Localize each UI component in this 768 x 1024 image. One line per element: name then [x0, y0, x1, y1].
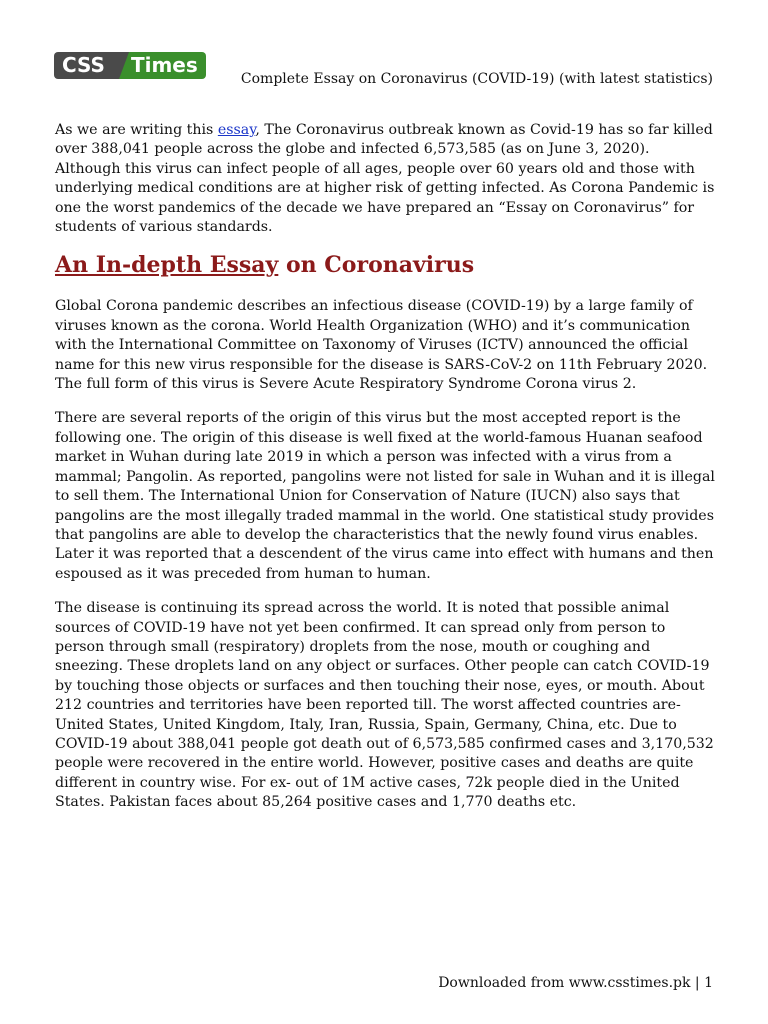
logo-text-times: Times: [129, 52, 206, 79]
body-paragraph-3: The disease is continuing its spread across the world. It is noted that possible animal sources of COVID-19 have not yet been confirmed. It can spread only from person to person through small (respiratory) droplets from the nose, mouth or coughing and sneezing. These droplets land on any object or surfaces. Other people can catch COVID-19 by touching those objects or surfaces and then touching their nose, eyes, or mouth. About 212 countries and territories have been reported till. The worst affected countries are- United States, United Kingdom, Italy, Iran, Russia, Spain, Germany, China, etc. Due to COVID-19 about 388,041 people got death out of 6,573,585 confirmed cases and 3,170,532 people were recovered in the entire world. However, positive cases and deaths are quite different in country wise. For ex- out of 1M active cases, 72k people died in the United States. Pakistan faces about 85,264 positive cases and 1,770 deaths etc.: [55, 600, 714, 811]
intro-text-after-link: , The Coronavirus outbreak known as Covid-19 has so far killed over 388,041 people across the globe and infected 6,573,585 (as on June 3, 2020). Although this virus can infect people of all ages, people over 60 years old and those with underlying medical conditions are at higher risk of getting infected. As Corona Pandemic is one the worst pandemics of the decade we have prepared an “Essay on Coronavirus” for students of various standards.: [55, 122, 715, 236]
heading-rest: on Coronavirus: [278, 252, 475, 279]
logo-slash: [119, 52, 129, 79]
body-paragraph-2: There are several reports of the origin of this virus but the most accepted report is the following one. The origin of this disease is well fixed at the world-famous Huanan seafood market in Wuhan during late 2019 in which a person was infected with a virus from a mammal; Pangolin. As reported, pangolins were not listed for sale in Wuhan and it is illegal to sell them. The International Union for Conservation of Nature (IUCN) also says that pangolins are the most illegally traded mammal in the world. One statistical study provides that pangolins are able to develop the characteristics that the newly found virus enables. Later it was reported that a descendent of the virus came into effect with humans and then espoused as it was preceded from human to human.: [55, 410, 715, 582]
intro-text-before-link: As we are writing this: [55, 122, 218, 138]
essay-body: [55, 121, 715, 828]
page-footer: Downloaded from www.csstimes.pk | 1: [438, 975, 713, 991]
essay-link[interactable]: essay: [217, 122, 256, 138]
section-heading: [55, 252, 715, 278]
csstimes-logo: [54, 52, 206, 79]
body-paragraph-1: Global Corona pandemic describes an infectious disease (COVID-19) by a large family of viruses known as the corona. World Health Organization (WHO) and it’s communication with the International Committee on Taxonomy of Viruses (ICTV) announced the official name for this new virus responsible for the disease is SARS-CoV-2 on 11th February 2020. The full form of this virus is Severe Acute Respiratory Syndrome Corona virus 2.: [55, 298, 708, 393]
intro-paragraph: [55, 121, 715, 237]
heading-link[interactable]: An In-depth Essay: [55, 252, 279, 279]
document-header-title: Complete Essay on Coronavirus (COVID-19) (with latest statistics): [240, 71, 713, 87]
logo-text-css: CSS: [54, 52, 119, 79]
